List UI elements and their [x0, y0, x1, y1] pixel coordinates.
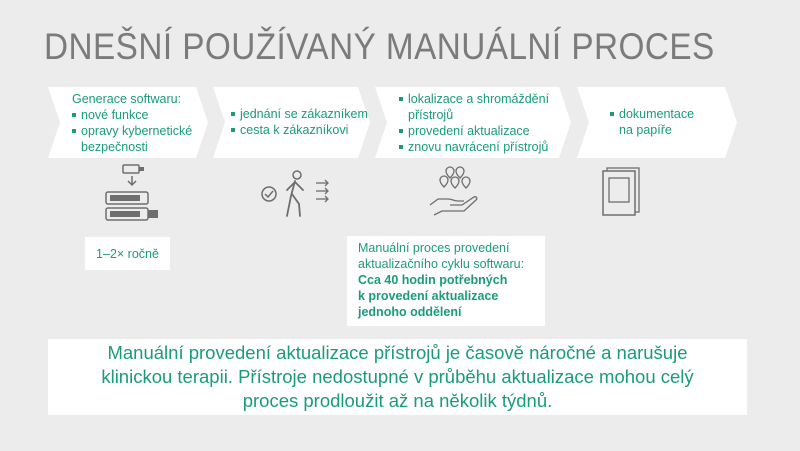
step-3-text	[399, 91, 549, 155]
frequency-box	[85, 237, 170, 270]
summary-text: Manuální provedení aktualizace přístrojů je časově náročné a narušuje klinickou terapii. Přístroje nedostupné v průběhu aktualizace mohou celý proces prodloužit až na několik týdnů.	[101, 342, 694, 411]
document-icon	[601, 166, 643, 218]
page-title: DNEŠNÍ POUŽÍVANÝ MANUÁLNÍ PROCES	[44, 26, 715, 67]
manual-process-box	[347, 236, 545, 326]
step-1-heading: Generace softwaru:	[72, 92, 182, 106]
manual-process-hours: k provedení aktualizace	[358, 289, 499, 303]
step-3-bullet-continuation: přístrojů	[408, 108, 454, 122]
step-1-bullet: nové funkce	[72, 107, 192, 123]
step-1-text	[72, 91, 192, 155]
device-stack-icon	[104, 190, 164, 224]
step-2-bullet: cesta k zákazníkovi	[231, 122, 368, 138]
step-4-text	[610, 106, 694, 138]
manual-process-hours: jednoho oddělení	[358, 305, 462, 319]
step-3-bullet: lokalizace a shromáždění	[399, 91, 549, 107]
step-2-text	[231, 106, 368, 138]
step-3-bullet: znovu navrácení přístrojů	[399, 139, 549, 155]
step-3-bullet: provedení aktualizace	[399, 123, 549, 139]
usb-stick-icon	[112, 164, 162, 188]
step-4-bullet: dokumentace	[610, 106, 694, 122]
manual-process-hours: Cca 40 hodin potřebných	[358, 273, 508, 287]
manual-process-line: Manuální proces provedení	[358, 241, 510, 255]
step-4-bullet-continuation: na papíře	[619, 123, 672, 137]
step-2-bullet: jednání se zákazníkem	[231, 106, 368, 122]
frequency-label: 1–2× ročně	[96, 246, 159, 261]
step-1-bullet-continuation: bezpečnosti	[81, 140, 148, 154]
person-walking-icon	[259, 170, 339, 220]
summary-panel	[48, 339, 747, 415]
manual-process-line: aktualizačního cyklu softwaru:	[358, 257, 525, 271]
step-1-bullet: opravy kybernetické	[72, 123, 192, 139]
location-hand-icon	[428, 165, 480, 217]
